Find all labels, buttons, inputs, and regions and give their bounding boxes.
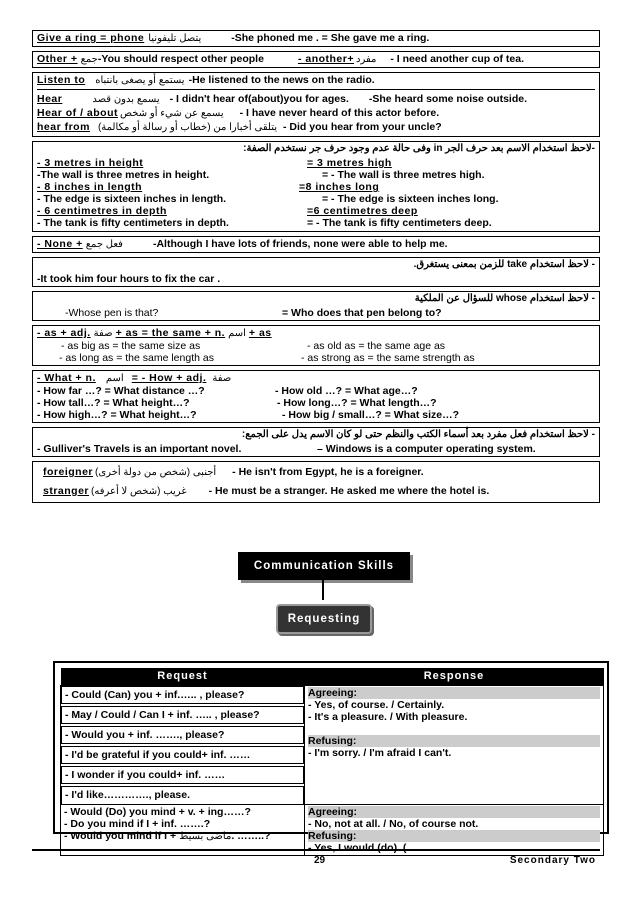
- arabic-meaning: يستمع أو يصغى بانتباه: [95, 75, 185, 86]
- example: - as long as = the same length as: [59, 352, 214, 364]
- request-item: - May / Could / Can I + inf. ….. , please?: [61, 706, 304, 724]
- phrase: =6 centimetres deep: [307, 205, 418, 217]
- example: - as strong as = the same strength as: [301, 352, 475, 364]
- example: = - The wall is three metres high.: [322, 169, 485, 181]
- requesting-heading: Requesting: [276, 604, 372, 634]
- arabic-note: - لاحظ استخدام take للزمن بمعنى يستغرق.: [413, 259, 595, 270]
- arabic-meaning: مفرد: [356, 54, 377, 65]
- request-item: - Would (Do) you mind + v. + ing……?: [64, 805, 251, 818]
- request-item: - I wonder if you could+ inf. ……: [61, 766, 304, 784]
- request-group-2: [61, 804, 305, 855]
- request-item: [64, 830, 301, 842]
- none-box: [32, 236, 600, 253]
- formula: - What + n.: [37, 372, 96, 384]
- example: -He listened to the news on the radio.: [188, 74, 375, 86]
- formula: - as + adj.: [37, 327, 91, 339]
- request-item: - Would you + inf. ……., please?: [61, 726, 304, 744]
- connector-line: [322, 580, 324, 600]
- phrase: Hear of / about: [37, 107, 119, 119]
- example: - Gulliver's Travels is an important novel.: [37, 443, 242, 455]
- arabic-meaning: يسمع بدون قصد: [92, 94, 160, 105]
- footer-label: Secondary Two: [509, 855, 596, 866]
- agreeing-label: Agreeing:: [308, 806, 600, 818]
- example: - How big / small…? = What size…?: [282, 409, 460, 421]
- arabic-meaning: أجنبى (شخص من دولة أخرى): [95, 467, 217, 478]
- arabic-meaning: صفة: [212, 373, 232, 384]
- example: -She phoned me . = She gave me a ring.: [231, 32, 430, 44]
- header-response: Response: [305, 668, 604, 685]
- arabic-meaning: يتلقى أخبارا من (خطاب أو رسالة أو مكالمة): [97, 122, 277, 133]
- arabic-meaning: اسم: [105, 373, 124, 384]
- singular-names-box: [32, 427, 600, 457]
- example: - How high…? = What height…?: [37, 409, 197, 421]
- example: - He must be a stranger. He asked me where the hotel is.: [208, 485, 490, 497]
- example: - I need another cup of tea.: [390, 53, 524, 65]
- refusing-label: Refusing:: [308, 735, 600, 747]
- phrase: Give a ring = phone: [37, 32, 145, 44]
- arabic-note: -لاحظ استخدام الاسم بعد حرف الجر in وفى حالة عدم وجود حرف جر نستخدم الصفة:: [243, 143, 595, 154]
- agreeing-label: Agreeing:: [308, 687, 600, 699]
- request-item: - Do you mind if I + inf. …….?: [64, 817, 211, 830]
- arabic-meaning: غريب (شخص لا أعرفه): [91, 486, 187, 497]
- communication-skills-banner: Communication Skills: [238, 552, 410, 580]
- phrase: hear from: [37, 121, 90, 133]
- request-response-table: [60, 668, 604, 856]
- formula: + as: [248, 327, 272, 339]
- example: = - The tank is fifty centimeters deep.: [307, 217, 492, 229]
- arabic-meaning: يتصل تليفونيا: [148, 33, 202, 44]
- response-item: - No, not at all. / No, of course not.: [308, 817, 479, 830]
- formula: = - How + adj.: [131, 372, 207, 384]
- measurements-box: [32, 141, 600, 232]
- phrase: - 8 inches in length: [37, 181, 143, 193]
- page-number: 29: [314, 855, 326, 866]
- request-item: - Could (Can) you + inf.….. , please?: [61, 686, 304, 704]
- example: -It took him four hours to fix the car .: [37, 273, 221, 285]
- example: = Who does that pen belong to?: [282, 307, 442, 319]
- as-as-box: [32, 325, 600, 366]
- arabic-note: - لاحظ استخدام whose للسؤال عن الملكية: [414, 293, 595, 304]
- refusing-label: Refusing:: [308, 830, 600, 842]
- response-group-1: [305, 685, 604, 804]
- header-request: Request: [61, 668, 305, 685]
- response-item: - It's a pleasure. / With pleasure.: [308, 710, 468, 723]
- example: - How long…? = What length…?: [277, 397, 437, 409]
- request-item: - I'd like…………., please.: [61, 786, 304, 804]
- example: -Whose pen is that?: [65, 307, 159, 319]
- example: - as big as = the same size as: [61, 340, 201, 352]
- response-item: - Yes, I would (do). (: [308, 841, 407, 854]
- listen-hear-box: [32, 72, 600, 137]
- arabic-note: - لاحظ استخدام فعل مفرد بعد أسماء الكتب والنظم حتى لو كان الاسم يدل على الجمع:: [241, 429, 595, 440]
- response-item: - Yes, of course. / Certainly.: [308, 698, 445, 711]
- example: - as old as = the same age as: [307, 340, 446, 352]
- example: - He isn't from Egypt, he is a foreigner.: [232, 466, 424, 478]
- example: - I have never heard of this actor before.: [239, 107, 440, 119]
- example: – Windows is a computer operating system.: [317, 443, 536, 455]
- example: -The wall is three metres in height.: [37, 169, 210, 181]
- request-text: - Would you mind if I +: [64, 829, 177, 842]
- example: - I didn't hear of(about)you for ages.: [169, 93, 349, 105]
- phrase: - 6 centimetres in depth: [37, 205, 167, 217]
- example: -She heard some noise outside.: [368, 93, 528, 105]
- page-footer: [32, 849, 600, 866]
- example: - The tank is fifty centimeters in depth.: [37, 217, 229, 229]
- phrase: = 3 metres high: [307, 157, 392, 169]
- other-another-box: [32, 51, 600, 68]
- example: - The edge is sixteen inches in length.: [37, 193, 227, 205]
- example: -You should respect other people: [97, 53, 264, 65]
- example: - How old …? = What age…?: [275, 385, 418, 397]
- arabic-meaning: جمع: [80, 54, 98, 65]
- request-text: . ……..?: [231, 829, 271, 842]
- whose-box: [32, 291, 600, 321]
- example: = - The edge is sixteen inches long.: [322, 193, 499, 205]
- phrase: Other +: [37, 53, 78, 65]
- take-box: [32, 257, 600, 287]
- phrase: - another+: [297, 53, 354, 65]
- phrase: Listen to: [37, 74, 86, 86]
- phrase: =8 inches long: [299, 181, 380, 193]
- foreigner-stranger-box: [32, 461, 600, 503]
- response-group-2: [305, 804, 604, 855]
- response-item: - I'm sorry. / I'm afraid I can't.: [308, 746, 452, 759]
- arabic-meaning: اسم: [228, 328, 246, 339]
- give-a-ring-box: [32, 30, 600, 47]
- phrase: foreigner: [43, 466, 94, 478]
- phrase: stranger: [43, 485, 90, 497]
- phrase: - None +: [37, 238, 83, 250]
- arabic-meaning: ماضى بسيط: [179, 830, 232, 842]
- phrase: - 3 metres in height: [37, 157, 144, 169]
- page-content: [32, 30, 600, 507]
- phrase: Hear: [37, 93, 63, 105]
- example: -Although I have lots of friends, none were able to help me.: [152, 238, 448, 250]
- arabic-meaning: صفة: [93, 328, 113, 339]
- what-how-box: [32, 370, 600, 423]
- example: - How tall…? = What height…?: [37, 397, 190, 409]
- request-item: - I'd be grateful if you could+ inf. ……: [61, 746, 304, 764]
- arabic-meaning: يسمع عن شيء أو شخص: [120, 108, 224, 119]
- formula: + as = the same + n.: [115, 327, 226, 339]
- request-group-1: [61, 685, 305, 804]
- arabic-meaning: فعل جمع: [85, 239, 123, 250]
- example: - How far …? = What distance …?: [37, 385, 205, 397]
- example: - Did you hear from your uncle?: [283, 121, 442, 133]
